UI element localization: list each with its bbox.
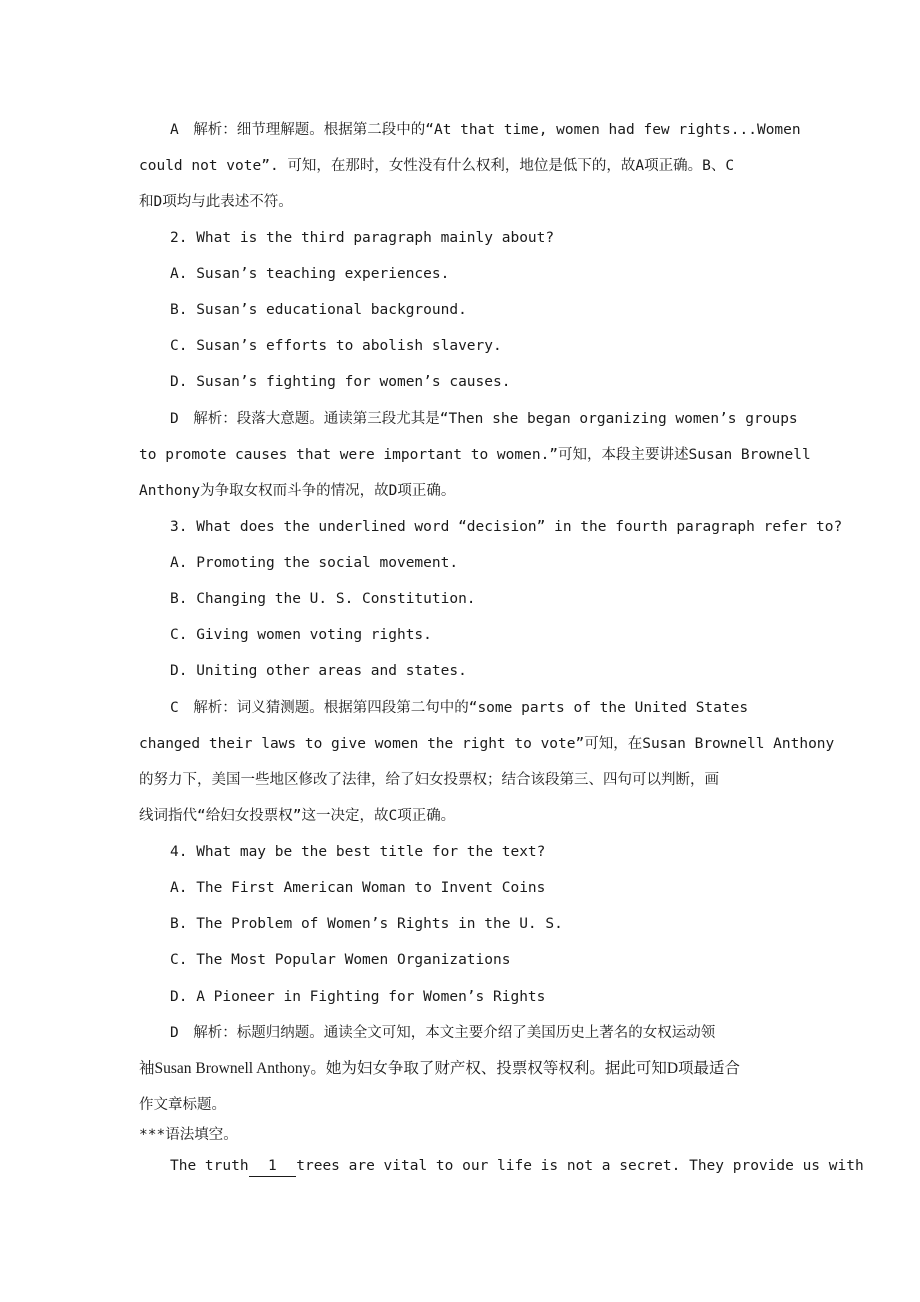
q1-explanation-line: A 解析：细节理解题。根据第二段中的“At that time, women had few rights...Women: [170, 122, 801, 138]
q3-option-d: D. Uniting other areas and states.: [170, 663, 467, 679]
q4-option-c: C. The Most Popular Women Organizations: [170, 952, 511, 968]
q2-stem: 2. What is the third paragraph mainly about?: [170, 230, 555, 246]
q2-option-c: C. Susan’s efforts to abolish slavery.: [170, 338, 502, 354]
q4-explanation-line: 作文章标题。: [139, 1097, 226, 1113]
grammar-passage-line: [170, 1156, 864, 1177]
q3-stem: 3. What does the underlined word “decision” in the fourth paragraph refer to?: [170, 519, 843, 535]
q3-explanation-line: 的努力下，美国一些地区修改了法律，给了妇女投票权；结合该段第三、四句可以判断，画: [139, 772, 719, 788]
grammar-blank-number: 1: [268, 1158, 277, 1174]
q3-explanation-line: C 解析：词义猜测题。根据第四段第二句中的“some parts of the United States: [170, 700, 749, 716]
q2-option-b: B. Susan’s educational background.: [170, 302, 467, 318]
q1-explanation-line: 和D项均与此表述不符。: [139, 194, 293, 210]
q2-explanation-line: to promote causes that were important to women.”可知，本段主要讲述Susan Brownell: [139, 447, 811, 463]
q3-option-b: B. Changing the U. S. Constitution.: [170, 591, 476, 607]
q3-explanation-line: changed their laws to give women the right to vote”可知，在Susan Brownell Anthony: [139, 736, 835, 752]
q4-option-a: A. The First American Woman to Invent Coins: [170, 880, 546, 896]
q4-option-b: B. The Problem of Women’s Rights in the U. S.: [170, 916, 563, 932]
grammar-section-heading: ***语法填空。: [139, 1127, 238, 1143]
q4-stem: 4. What may be the best title for the text?: [170, 844, 546, 860]
grammar-blank-1: [249, 1156, 297, 1177]
q2-option-a: A. Susan’s teaching experiences.: [170, 266, 450, 282]
q4-option-d: D. A Pioneer in Fighting for Women’s Rights: [170, 989, 546, 1005]
q2-explanation-line: D 解析：段落大意题。通读第三段尤其是“Then she began organizing women’s groups: [170, 411, 798, 427]
grammar-text-before: The truth: [170, 1158, 249, 1174]
q3-option-a: A. Promoting the social movement.: [170, 555, 459, 571]
q3-option-c: C. Giving women voting rights.: [170, 627, 432, 643]
q1-explanation-line: could not vote”. 可知，在那时，女性没有什么权利，地位是低下的，故A项正确。B、C: [139, 158, 735, 174]
q2-option-d: D. Susan’s fighting for women’s causes.: [170, 374, 511, 390]
grammar-text-after: trees are vital to our life is not a secret. They provide us with: [296, 1158, 864, 1174]
q4-explanation-line: 袖Susan Brownell Anthony。她为妇女争取了财产权、投票权等权利。据此可知D项最适合: [139, 1060, 741, 1077]
q3-explanation-line: 线词指代“给妇女投票权”这一决定，故C项正确。: [139, 808, 456, 824]
q2-explanation-line: Anthony为争取女权而斗争的情况，故D项正确。: [139, 483, 456, 499]
q4-explanation-line: D 解析：标题归纳题。通读全文可知，本文主要介绍了美国历史上著名的女权运动领: [170, 1025, 716, 1041]
